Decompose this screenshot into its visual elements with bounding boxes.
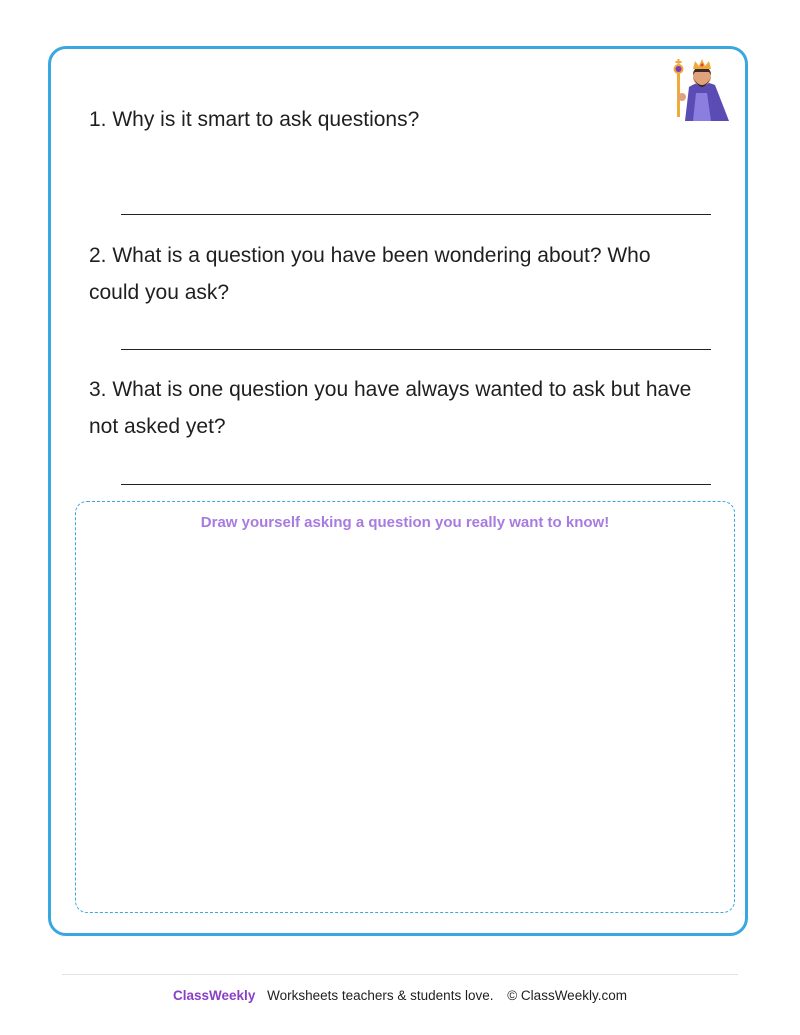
question-2: 2. What is a question you have been wondering about? Who could you ask?	[89, 244, 651, 304]
answer-line-1[interactable]	[121, 214, 711, 215]
footer-divider	[62, 974, 738, 975]
footer-tagline: Worksheets teachers & students love.	[267, 988, 494, 1003]
answer-line-2[interactable]	[121, 349, 711, 350]
answer-line-3[interactable]	[121, 484, 711, 485]
footer-brand: ClassWeekly	[173, 988, 256, 1003]
worksheet-card	[48, 46, 748, 936]
drawing-area[interactable]	[75, 501, 735, 913]
footer-copyright: © ClassWeekly.com	[507, 988, 627, 1003]
question-3: 3. What is one question you have always wanted to ask but have not asked yet?	[89, 378, 692, 438]
question-1: 1. Why is it smart to ask questions?	[89, 108, 420, 131]
drawing-prompt: Draw yourself asking a question you really want to know!	[200, 514, 610, 531]
footer	[0, 988, 800, 1003]
